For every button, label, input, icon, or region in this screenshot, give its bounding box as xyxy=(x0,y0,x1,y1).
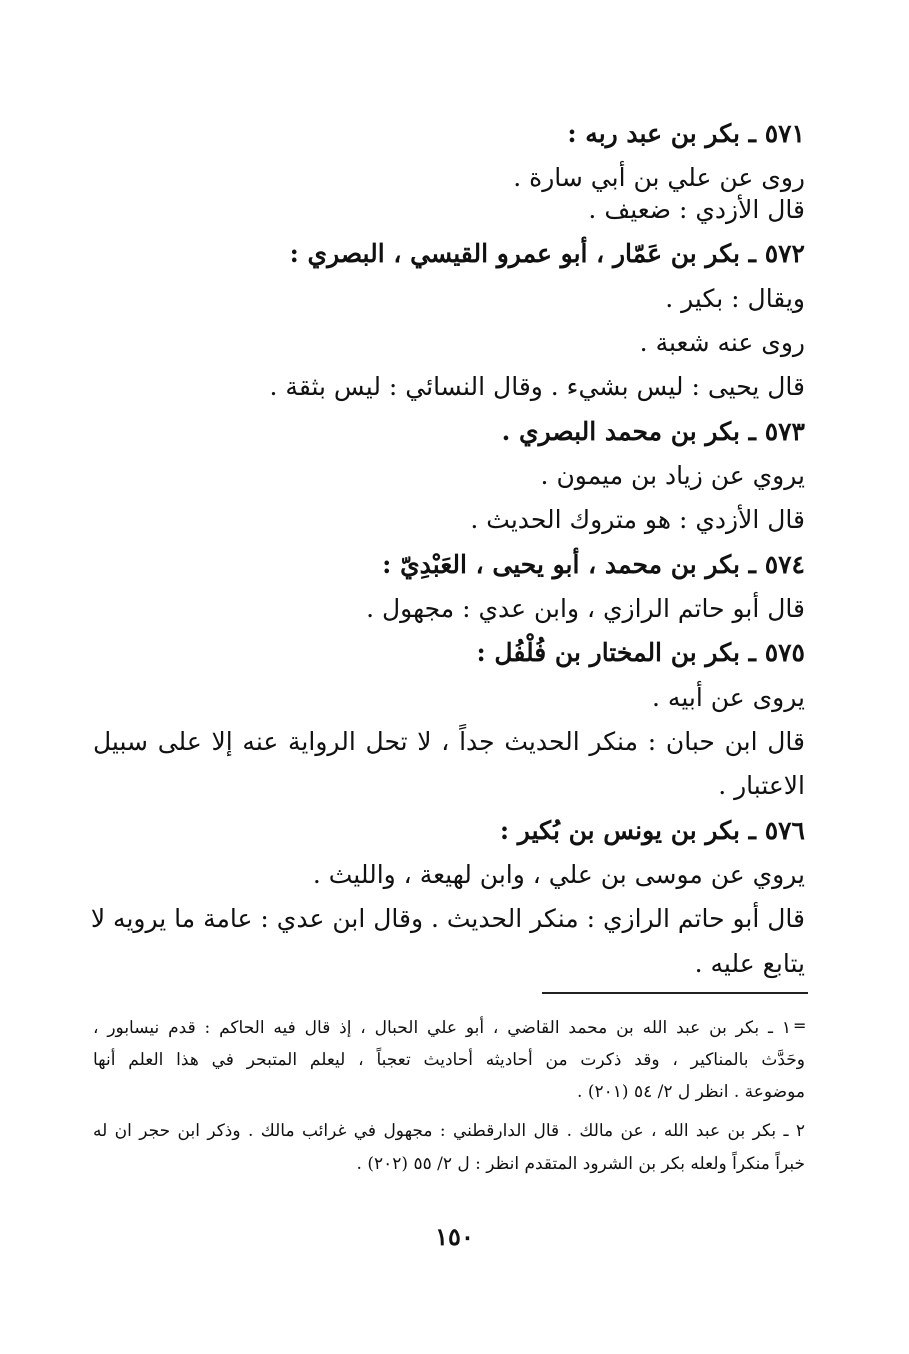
entry-heading-574: ٥٧٤ ـ بكر بن محمد ، أبو يحيى ، العَبْدِيّ : xyxy=(382,550,805,579)
entry-heading-575: ٥٧٥ ـ بكر بن المختار بن فُلْفُل : xyxy=(476,638,805,667)
entry-line: قال الأزدي : هو متروك الحديث . xyxy=(470,505,805,534)
footnote-continuation-mark: = xyxy=(793,1016,807,1035)
entry-line: يروى عن أبيه . xyxy=(652,683,805,712)
footnote-line: ٢ ـ بكر بن عبد الله ، عن مالك . قال الدارقطني : مجهول في غرائب مالك . وذكر ابن حجر ان له xyxy=(93,1121,805,1141)
entry-heading-576: ٥٧٦ ـ بكر بن يونس بن بُكير : xyxy=(499,816,805,845)
entry-line: يروي عن زياد بن ميمون . xyxy=(540,461,805,490)
entry-line: الاعتبار . xyxy=(718,771,805,800)
entry-line-justified: قال ابن حبان : منكر الحديث جداً ، لا تحل الرواية عنه إلا على سبيل xyxy=(93,727,805,756)
page-number: ١٥٠ xyxy=(435,1222,474,1251)
entry-line-justified: قال أبو حاتم الرازي : منكر الحديث . وقال ابن عدي : عامة ما يرويه لا xyxy=(90,904,805,933)
footnote-line: موضوعة . انظر ل ٢/ ٥٤ (٢٠١) . xyxy=(577,1082,805,1102)
footnote-line: خبراً منكراً ولعله بكر بن الشرود المتقدم انظر : ل ٢/ ٥٥ (٢٠٢) . xyxy=(356,1154,805,1174)
entry-line: يروي عن موسى بن علي ، وابن لهيعة ، والليث . xyxy=(312,860,805,889)
entry-line: قال الأزدي : ضعيف . xyxy=(588,195,805,224)
footnote-line: ١ ـ بكر بن عبد الله بن محمد القاضي ، أبو علي الحبال ، إذ قال فيه الحاكم : قدم نيسابور ، xyxy=(93,1018,791,1038)
footnote-separator xyxy=(542,992,808,994)
footnote-line: وحَدَّث بالمناكير ، وقد ذكرت من أحاديثه أحاديث تعجباً ، ليعلم المتبحر في هذا العلم أنها xyxy=(93,1050,805,1070)
entry-line: قال أبو حاتم الرازي ، وابن عدي : مجهول . xyxy=(366,594,805,623)
entry-heading-571: ٥٧١ ـ بكر بن عبد ربه : xyxy=(567,119,805,148)
entry-heading-572: ٥٧٢ ـ بكر بن عَمّار ، أبو عمرو القيسي ، البصري : xyxy=(289,239,805,268)
entry-line: روى عن علي بن أبي سارة . xyxy=(513,163,805,192)
entry-heading-573: ٥٧٣ ـ بكر بن محمد البصري . xyxy=(501,417,805,446)
entry-line: قال يحيى : ليس بشيء . وقال النسائي : ليس بثقة . xyxy=(269,372,805,401)
entry-line: ويقال : بكير . xyxy=(665,284,805,313)
entry-line: يتابع عليه . xyxy=(694,949,805,978)
entry-line: روى عنه شعبة . xyxy=(639,328,805,357)
